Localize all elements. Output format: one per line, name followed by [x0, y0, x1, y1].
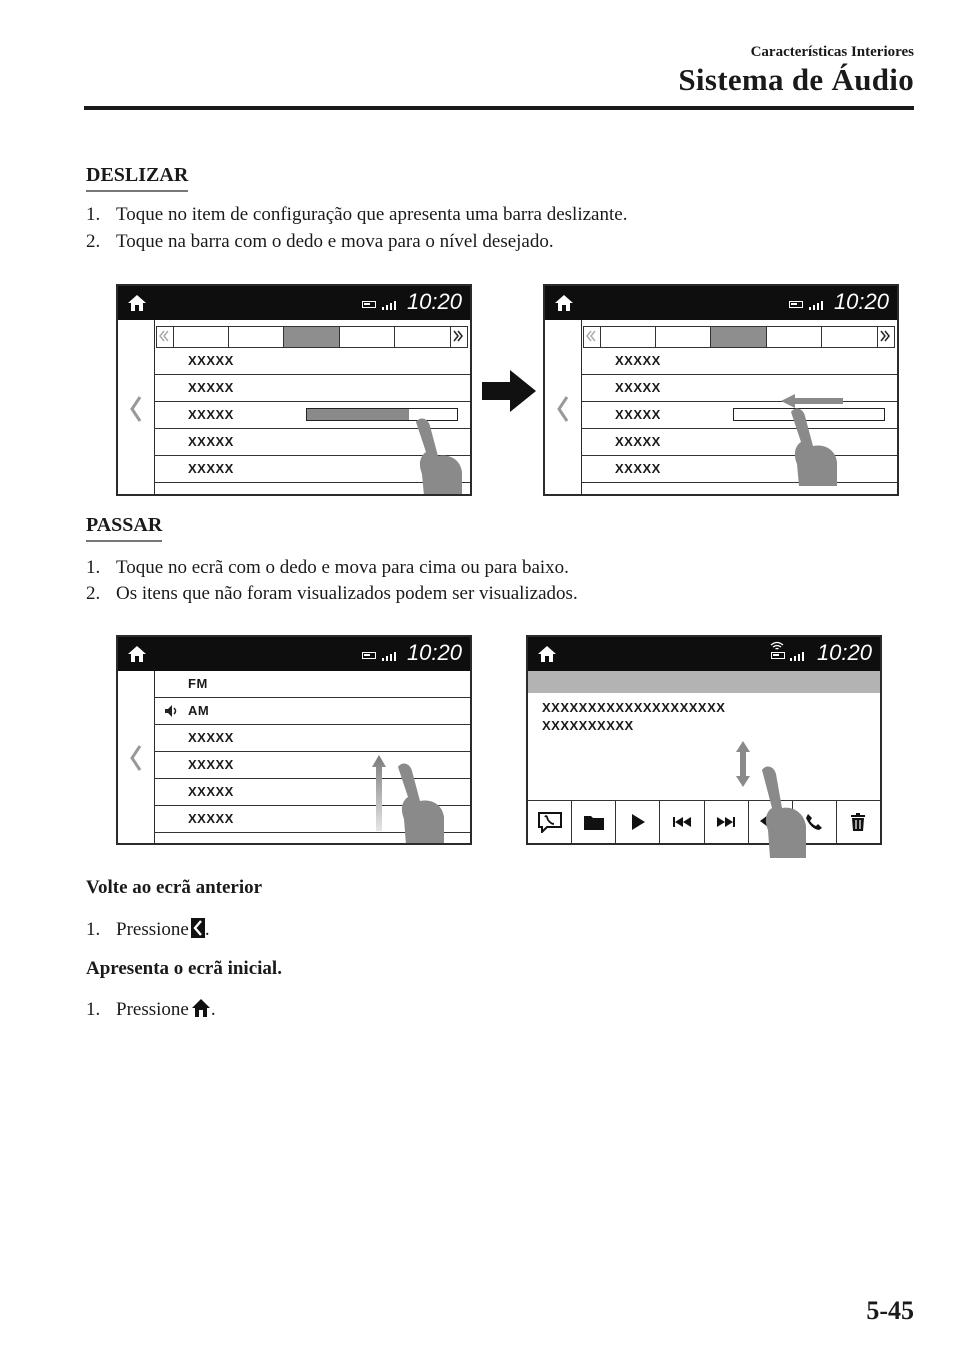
- battery-icon: [362, 652, 376, 659]
- signal-icon: [790, 649, 808, 661]
- swipe-up-arrow-icon: [372, 755, 386, 831]
- deslizar-step-2: 2. Toque na barra com o dedo e mova para o nível desejado.: [86, 231, 554, 252]
- tab-3-selected[interactable]: [710, 326, 767, 348]
- tab-2[interactable]: [228, 326, 285, 348]
- deslizar-heading: DESLIZAR: [86, 163, 188, 192]
- home-icon[interactable]: [536, 644, 558, 664]
- list-item[interactable]: XXXXX: [154, 725, 470, 752]
- delete-icon: [850, 812, 866, 832]
- message-line: XXXXXXXXXX: [542, 718, 634, 733]
- next-button[interactable]: [705, 801, 749, 843]
- previous-button[interactable]: [660, 801, 704, 843]
- list-item[interactable]: AM: [154, 698, 470, 725]
- play-button[interactable]: [616, 801, 660, 843]
- signal-icon: [382, 298, 400, 310]
- list-item[interactable]: XXXXX: [154, 402, 470, 429]
- passar-heading: PASSAR: [86, 513, 162, 542]
- passar-step-2: 2. Os itens que não foram visualizados podem ser visualizados.: [86, 583, 578, 604]
- play-icon: [630, 813, 646, 831]
- battery-icon: [789, 301, 803, 308]
- tab-prev-arrow[interactable]: [156, 326, 174, 348]
- list-item[interactable]: XXXXX: [581, 429, 897, 456]
- previous-icon: [672, 816, 692, 828]
- battery-icon: [362, 301, 376, 308]
- clock: 10:20: [406, 640, 462, 665]
- tab-1[interactable]: [600, 326, 657, 348]
- home-heading: Apresenta o ecrã inicial.: [86, 958, 282, 979]
- speaker-icon: [164, 704, 180, 718]
- status-bar: [118, 286, 470, 320]
- back-chevron-icon: [191, 918, 205, 938]
- tab-4[interactable]: [766, 326, 823, 348]
- message-screen: [526, 635, 882, 845]
- clock: 10:20: [816, 640, 872, 665]
- list-item[interactable]: FM: [154, 671, 470, 698]
- tab-next-arrow[interactable]: [877, 326, 895, 348]
- finger-icon: [390, 761, 450, 845]
- sms-button[interactable]: [528, 801, 572, 843]
- folder-icon: [583, 813, 605, 831]
- wifi-icon: [770, 641, 784, 651]
- back-icon[interactable]: [128, 394, 144, 424]
- home-icon: [191, 998, 211, 1018]
- home-icon[interactable]: [126, 644, 148, 664]
- signal-icon: [382, 649, 400, 661]
- sms-icon: [537, 811, 563, 833]
- list-item[interactable]: XXXXX: [154, 806, 470, 833]
- passar-step-1: 1. Toque no ecrã com o dedo e mova para cima ou para baixo.: [86, 557, 569, 578]
- list-item[interactable]: XXXXX: [154, 456, 470, 483]
- tab-1[interactable]: [173, 326, 230, 348]
- deslizar-step-1: 1. Toque no item de configuração que apresenta uma barra deslizante.: [86, 204, 628, 225]
- battery-icon: [771, 652, 785, 659]
- list-item[interactable]: XXXXX: [154, 375, 470, 402]
- folder-button[interactable]: [572, 801, 616, 843]
- tab-4[interactable]: [339, 326, 396, 348]
- home-step-1: 1. Pressione .: [86, 999, 216, 1020]
- list-item[interactable]: XXXXX: [154, 752, 470, 779]
- chapter-subtitle: Características Interiores: [750, 44, 914, 60]
- call-icon: [805, 813, 823, 831]
- message-control-bar: [528, 800, 880, 843]
- page-number: 5-45: [866, 1296, 914, 1325]
- slider-screen-after: [543, 284, 899, 496]
- back-step-1: 1. Pressione .: [86, 919, 210, 940]
- finger-icon: [756, 764, 808, 858]
- list-screen: [116, 635, 472, 845]
- back-icon[interactable]: [555, 394, 571, 424]
- clock: 10:20: [406, 289, 462, 314]
- tab-2[interactable]: [655, 326, 712, 348]
- transition-arrow-icon: [480, 368, 538, 414]
- left-pane: [118, 671, 155, 843]
- left-pane: [545, 320, 582, 494]
- list-item[interactable]: XXXXX: [581, 456, 897, 483]
- chapter-title: Sistema de Áudio: [678, 62, 914, 97]
- delete-button[interactable]: [837, 801, 880, 843]
- list-item[interactable]: XXXXX: [581, 375, 897, 402]
- home-icon[interactable]: [126, 293, 148, 313]
- list-item[interactable]: XXXXX: [154, 429, 470, 456]
- header-rule: [84, 106, 914, 110]
- signal-icon: [809, 298, 827, 310]
- slider-fill: [307, 409, 409, 420]
- finger-icon: [408, 416, 468, 496]
- message-header-band: [528, 671, 880, 693]
- tab-next-arrow[interactable]: [450, 326, 468, 348]
- message-body: [542, 699, 725, 735]
- list-item[interactable]: XXXXX: [581, 402, 897, 429]
- left-pane: [118, 320, 155, 494]
- status-bar: [528, 637, 880, 671]
- finger-icon: [783, 406, 843, 486]
- back-heading: Volte ao ecrã anterior: [86, 877, 263, 898]
- status-bar: [118, 637, 470, 671]
- tab-bar: [583, 326, 893, 348]
- list-item[interactable]: XXXXX: [154, 348, 470, 375]
- swipe-updown-arrow-icon: [736, 741, 750, 787]
- status-bar: [545, 286, 897, 320]
- tab-3-selected[interactable]: [283, 326, 340, 348]
- back-icon[interactable]: [128, 743, 144, 773]
- tab-5[interactable]: [394, 326, 451, 348]
- list-item[interactable]: XXXXX: [581, 348, 897, 375]
- clock: 10:20: [833, 289, 889, 314]
- list-item[interactable]: XXXXX: [154, 779, 470, 806]
- slider-screen-before: [116, 284, 472, 496]
- home-icon[interactable]: [553, 293, 575, 313]
- message-line: XXXXXXXXXXXXXXXXXXXX: [542, 700, 726, 715]
- settings-list: [581, 348, 897, 483]
- next-icon: [716, 816, 736, 828]
- tab-bar: [156, 326, 466, 348]
- tab-5[interactable]: [821, 326, 878, 348]
- tab-prev-arrow[interactable]: [583, 326, 601, 348]
